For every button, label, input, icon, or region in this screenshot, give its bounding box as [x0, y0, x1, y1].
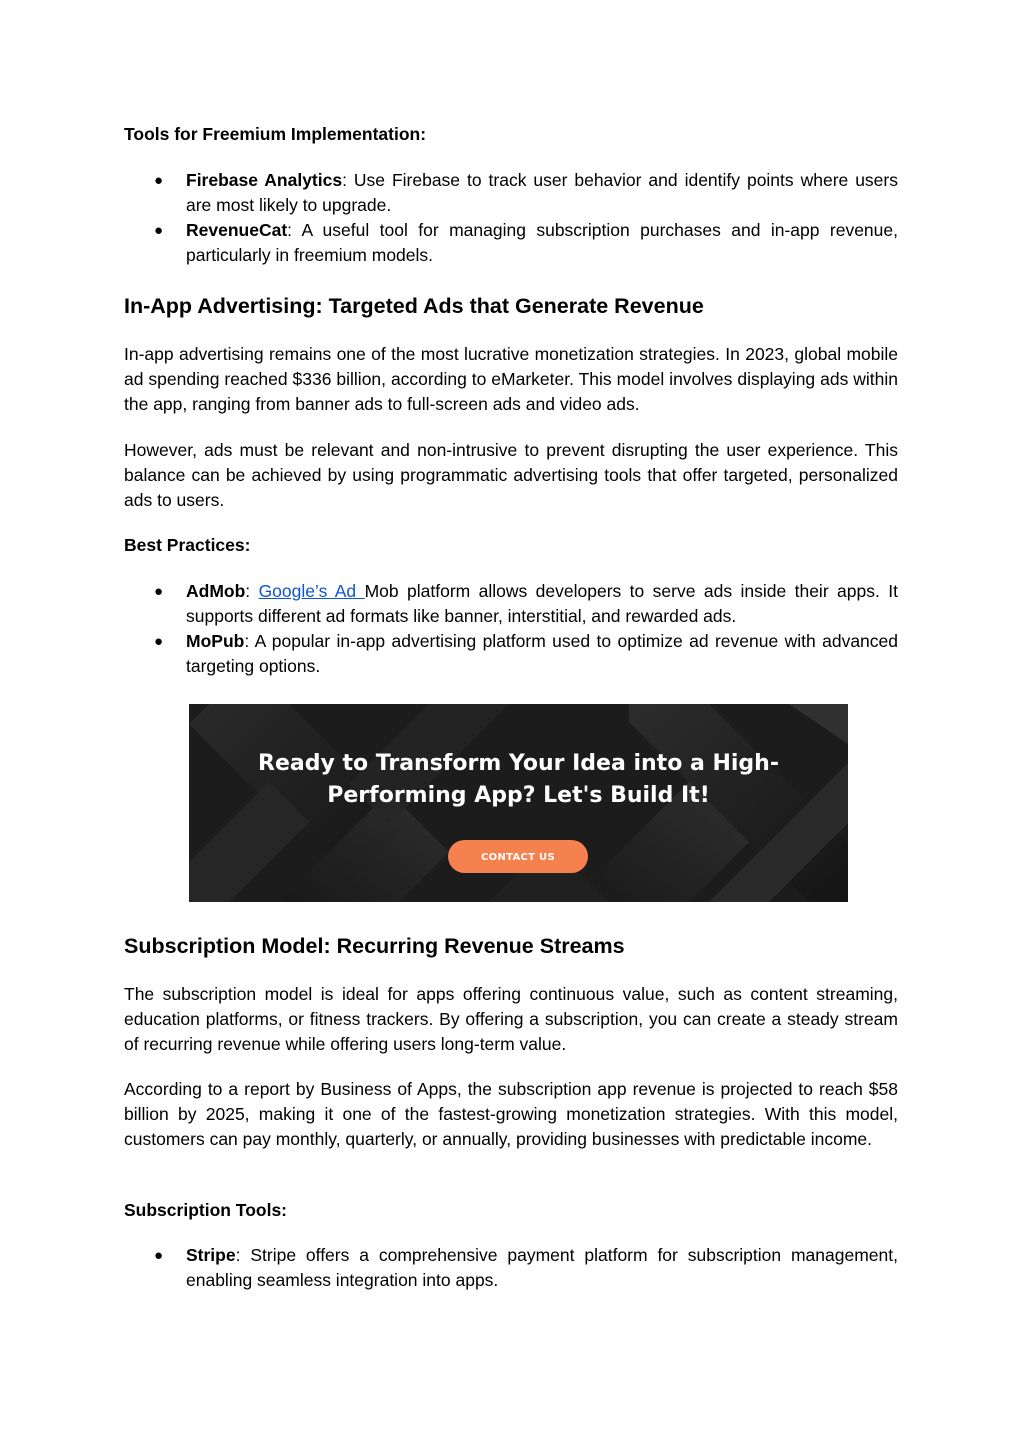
subscription-paragraph-1: The subscription model is ideal for apps offering continuous value, such as content streaming, education platforms, or fitness trackers. By offering a subscription, you can create a steady stream of recurring revenue while offering users long-term value.	[124, 984, 898, 1054]
item-text: : A popular in-app advertising platform used to optimize ad revenue with advanced targeting options.	[186, 631, 898, 676]
list-item	[124, 218, 898, 268]
item-text: Mob platform allows developers to serve ads inside their apps. It supports different ad formats like banner, interstitial, and rewarded ads.	[186, 581, 898, 626]
contact-us-button[interactable]: CONTACT US	[448, 840, 588, 873]
best-practices-heading: Best Practices:	[124, 535, 251, 555]
subscription-heading: Subscription Model: Recurring Revenue Streams	[124, 934, 625, 958]
term-firebase: Firebase Analytics	[186, 170, 343, 190]
list-item	[124, 1243, 898, 1293]
item-text: : A useful tool for managing subscription purchases and in-app revenue, particularly in freemium models.	[186, 220, 898, 265]
bullet-icon: ●	[154, 633, 164, 650]
item-text: : Use Firebase to track user behavior and identify points where users are most likely to upgrade.	[186, 170, 898, 215]
term-stripe: Stripe	[186, 1245, 236, 1265]
google-ad-link[interactable]: Google’s Ad	[258, 581, 365, 601]
best-practices-list	[124, 579, 898, 679]
subscription-tools-list	[124, 1243, 898, 1293]
list-item	[124, 168, 898, 218]
item-text: : Stripe offers a comprehensive payment platform for subscription management, enabling seamless integration into apps.	[186, 1245, 898, 1290]
list-item	[124, 629, 898, 679]
list-item	[124, 579, 898, 629]
bullet-icon: ●	[154, 172, 164, 189]
banner-title-line-2: Performing App? Let's Build It!	[327, 783, 710, 808]
bullet-icon: ●	[154, 1247, 164, 1264]
freemium-tools-list	[124, 168, 898, 268]
separator: :	[245, 581, 259, 601]
subscription-tools-heading: Subscription Tools:	[124, 1200, 288, 1220]
freemium-tools-heading: Tools for Freemium Implementation:	[124, 124, 427, 144]
term-mopub: MoPub	[186, 631, 245, 651]
term-revenuecat: RevenueCat	[186, 220, 288, 240]
term-admob: AdMob	[186, 581, 246, 601]
subscription-paragraph-2: According to a report by Business of Apps, the subscription app revenue is projected to reach $58 billion by 2025, making it one of the fastest-growing monetization strategies. With this model, customers can pay monthly, quarterly, or annually, providing businesses with predictable income.	[124, 1079, 898, 1149]
banner-title-line-1: Ready to Transform Your Idea into a High-	[258, 751, 779, 776]
cta-banner	[189, 704, 848, 902]
bullet-icon: ●	[154, 222, 164, 239]
bullet-icon: ●	[154, 583, 164, 600]
advertising-paragraph-2: However, ads must be relevant and non-intrusive to prevent disrupting the user experience. This balance can be achieved by using programmatic advertising tools that offer targeted, personalized ads to users.	[124, 440, 898, 510]
advertising-paragraph-1: In-app advertising remains one of the most lucrative monetization strategies. In 2023, global mobile ad spending reached $336 billion, according to eMarketer. This model involves displaying ads within the app, ranging from banner ads to full-screen ads and video ads.	[124, 344, 898, 414]
banner-title	[189, 748, 848, 812]
advertising-heading: In-App Advertising: Targeted Ads that Generate Revenue	[124, 294, 704, 318]
